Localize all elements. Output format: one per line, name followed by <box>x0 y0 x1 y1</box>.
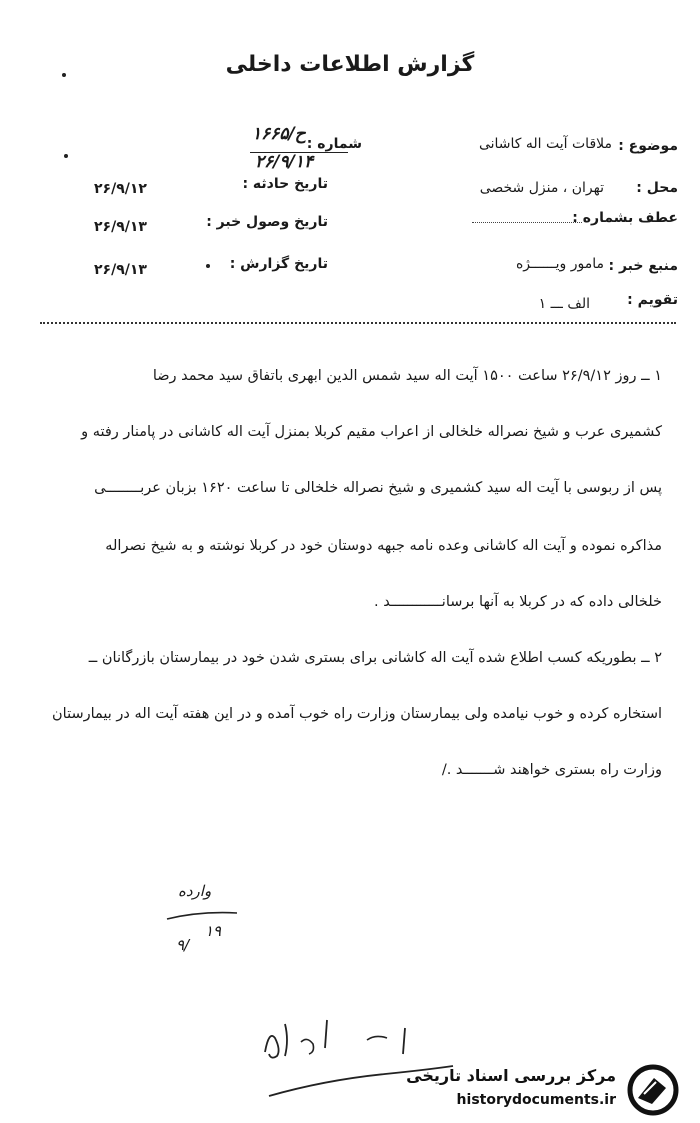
reference-blank-line <box>472 222 582 223</box>
paragraph-2-line-2: استخاره کرده و خوب نیامده ولی بیمارستان وزارت راه خوب آمده و در این هفته آیت اله در بیمارستان <box>52 706 662 722</box>
subject-value: ملاقات آیت اله کاشانی <box>478 136 612 152</box>
watermark <box>408 1060 690 1118</box>
header-divider <box>40 322 676 324</box>
paragraph-1-line-4: مذاکره نموده و آیت اله کاشانی وعده نامه جبهه دوستان خود در کربلا نوشته و به شیخ نصراله <box>105 538 662 554</box>
paragraph-1-line-3: پس از ربوسی با آیت اله سید کشمیری و شیخ نصراله خلخالی تا ساعت ۱۶۲۰ بزبان عربــــــــی <box>94 480 662 496</box>
place-value: تهران ، منزل شخصی <box>479 180 604 196</box>
event-date-label: تاریخ حادثه : <box>242 176 328 192</box>
report-date: ۲۶/۹/۱۳ <box>94 262 147 278</box>
page-title: گزارش اطلاعات داخلی <box>225 52 475 77</box>
source-value: مامور ویــــــژه <box>515 256 604 272</box>
archive-logo-icon <box>624 1064 682 1116</box>
source-label: منبع خبر : <box>608 258 678 274</box>
paragraph-1-line-2: کشمیری عرب و شیخ نصراله خلخالی از اعراب مقیم کربلا بمنزل آیت اله کاشانی در پامنار رفته و <box>81 424 662 440</box>
speck <box>64 154 68 158</box>
rating-value: الف ـــ ۱ <box>538 296 590 312</box>
speck <box>62 73 66 77</box>
paragraph-1-line-1: ۱ ــ روز ۲۶/۹/۱۲ ساعت ۱۵۰۰ آیت اله سید شمس الدین ابهری باتفاق سید محمد رضا <box>152 368 662 384</box>
handwritten-note-2: ۱۹ <box>205 922 222 940</box>
watermark-text-en: historydocuments.ir <box>456 1092 616 1108</box>
number-label: شماره : <box>306 136 362 152</box>
received-date-label: تاریخ وصول خبر : <box>206 214 328 230</box>
handwritten-note-1: وارده <box>178 882 212 900</box>
event-date: ۲۶/۹/۱۲ <box>94 181 147 197</box>
paragraph-2-line-1: ۲ ــ بطوریکه کسب اطلاع شده آیت اله کاشانی برای بستری شدن خود در بیمارستان بازرگانان ــ <box>88 650 662 666</box>
number-date: ۲۶/۹/۱۴ <box>255 152 314 172</box>
number-value: ۱۶۶۵/ح <box>252 124 306 144</box>
reference-label: عطف بشماره : <box>572 210 678 226</box>
received-date: ۲۶/۹/۱۳ <box>94 219 147 235</box>
handwritten-note-3: ۹/ <box>176 936 190 954</box>
place-label: محل : <box>636 180 678 196</box>
rating-label: تقویم : <box>627 292 678 308</box>
speck <box>206 264 210 268</box>
subject-label: موضوع : <box>618 138 678 154</box>
watermark-text-fa: مرکز بررسی اسناد تاریخی <box>406 1066 616 1085</box>
paragraph-2-line-3: وزارت راه بستری خواهند شـــــــد ./ <box>441 762 662 778</box>
paragraph-1-line-5: خلخالی داده که در کربلا به آنها برسانــــــــــــد . <box>374 594 662 610</box>
report-date-label: تاریخ گزارش : <box>229 256 328 272</box>
